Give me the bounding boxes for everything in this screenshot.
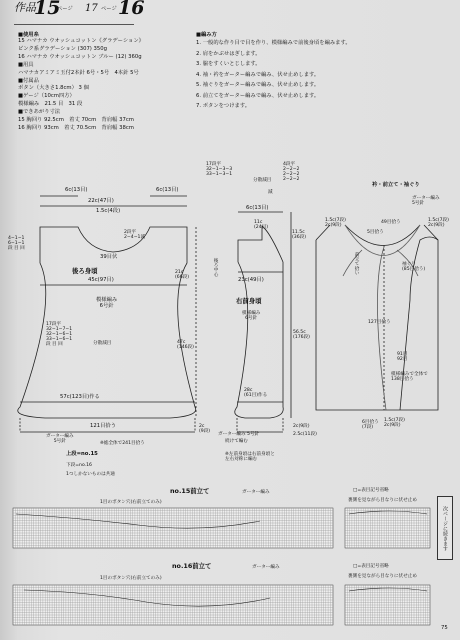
back-hem: 2c (9段) <box>199 424 211 435</box>
front-dec-top: 17段平 32−1−3−3 33−1−3−1 <box>206 162 233 178</box>
front-neck-mark: 減 <box>268 190 273 195</box>
back-cast: 121目拾う <box>90 423 117 429</box>
band-16-buttonhole: 1目のボタン穴(右前立てのみ) <box>100 576 162 581</box>
back-total: ※総全体で241目拾う <box>100 441 145 446</box>
front-bust: 23c(49目) <box>238 277 264 283</box>
collar-front-pick: 前立て拾い <box>354 252 360 275</box>
collar-side-pick: 5目拾う <box>367 230 384 235</box>
materials-line: ■ゲージ（10cm四方） <box>18 93 75 100</box>
method-step: 5. 袖ぐりをガーター編みで編み、伏せ止めします。 <box>196 82 320 88</box>
collar-bottom-right: 1.5c(7段) 2c(9段) <box>384 418 405 429</box>
collar-left-size: 1.5c(7段) 2c(9段) <box>325 218 346 229</box>
materials-line: 15 胸回り 92.5cm 着丈 70cm 背肩幅 37cm <box>18 117 134 124</box>
materials-line: ■用具 <box>18 61 34 68</box>
band-15-title: no.15前立て <box>170 487 210 495</box>
band-16-garter: ガーター編み <box>252 565 280 570</box>
front-note: ※左前身頃は右前身頃と 左右対称に編む <box>225 452 275 463</box>
materials-line: ■できあがり寸法 <box>18 109 61 116</box>
materials-line: 16 ハマナカ ウオッシュコットン ブルー (12) 360g <box>18 53 142 60</box>
back-armhole-dec: 4−1−1 6−1−1 段 目 回 <box>8 236 25 252</box>
back-neck-dec: 2段平 2−4−1減 <box>124 230 146 241</box>
band-15-legend: □=表目記号省略 <box>353 488 389 493</box>
materials-line: 16 胸回り 93cm 着丈 70.5cm 背肩幅 38cm <box>18 124 134 131</box>
back-height-1: 21c (66段) <box>175 270 190 281</box>
front-height-1: 11.5c (36段) <box>292 230 307 241</box>
page-number: 75 <box>441 625 448 631</box>
collar-pick-138: 模様編みで全体で 138目拾う <box>391 372 428 383</box>
collar-neck-pick: 49目拾う <box>381 220 401 225</box>
band-16-cast: 裏側を見ながら目なりに伏せ止め <box>348 574 417 579</box>
collar-pick-91: 91目 92目 <box>397 352 408 363</box>
back-pattern: 模様編み 6号針 <box>96 297 118 309</box>
front-ref: 続けて編む <box>225 439 248 444</box>
front-mid-width: 11c (24目) <box>254 220 269 231</box>
method-step: 3. 脇をすくいとじします。 <box>196 61 261 67</box>
back-side-width-right: 6c(13目) <box>156 187 179 193</box>
collar-title: 衿・前立て・袖ぐり <box>372 182 420 188</box>
method-title: ■編み方 <box>196 32 217 38</box>
materials-line: 模様編み 21.5 目 31 段 <box>18 101 83 108</box>
materials-title: ■使用糸 <box>18 32 39 38</box>
note-16: 下段=no.16 <box>66 463 92 468</box>
method-step: 4. 袖・衿をガーター編みで編み、伏せ止めします。 <box>196 71 320 78</box>
front-top-width: 6c(13目) <box>246 205 269 211</box>
back-center: 後ろ中心 <box>213 258 219 277</box>
back-neck-width: 1.5c(4段) <box>96 208 121 214</box>
back-width: 45c(97目) <box>88 277 114 283</box>
materials-line: ボタン（大きさ1.8cm） 3 個 <box>18 85 89 92</box>
materials-line: ■付属品 <box>18 77 39 84</box>
back-dec-label: 分散減目 <box>93 341 112 346</box>
back-height-2: 47c (146段) <box>177 340 194 351</box>
front-hem: 2c(9段) <box>293 424 310 429</box>
method-step: 2. 肩をかぶせはぎします。 <box>196 50 261 57</box>
note-15: 上段=no.15 <box>66 451 98 457</box>
collar-right-size: 1.5c(7段) 2c(9段) <box>428 218 449 229</box>
collar-garter: ガーター編み 5号針 <box>412 196 440 207</box>
front-dec-label: 分散減目 <box>253 178 272 183</box>
back-bottom-width: 57c(123目)作る <box>60 394 100 400</box>
header-num-16: 16 <box>118 0 145 19</box>
header-num-17: 17 <box>85 3 98 14</box>
next-page-tab: 次ページに続きます <box>437 496 453 560</box>
front-pattern: 模様編み 6号針 <box>242 311 261 322</box>
collar-sleeve-pick: 袖ぐり (85目拾う) <box>402 262 426 273</box>
back-title: 後ろ身頃 <box>72 267 98 275</box>
method-step: 7. ボタンをつけます。 <box>196 103 250 109</box>
band-16-title: no.16前立て <box>172 562 212 570</box>
method-step: 6. 前立てをガーター編みで編み、伏せ止めします。 <box>196 92 320 99</box>
front-shoulder: 4段平 2−2−2 2−2−2 2−2−2 <box>283 162 300 183</box>
band-15-buttonhole: 1目のボタン穴(右前立てのみ) <box>100 500 162 505</box>
band-15-cast: 裏側を見ながら目なりに伏せ止め <box>348 498 417 503</box>
collar-bottom-left: 6目拾う (7段) <box>362 420 379 431</box>
header-num-15: 15 <box>34 0 61 19</box>
back-body-dec: 17段平 32−1−7−1 32−1−6−1 33−1−6−1 段 目 回 <box>46 322 73 348</box>
method-step: 1. 一般的な作り目で目を作り、模様編みで前後身頃を編みます。 <box>196 40 351 46</box>
header-page-word-1: ページ <box>57 6 73 12</box>
header-label: 作品 <box>14 1 36 14</box>
note-common: 1つしかないものは共通 <box>66 472 115 477</box>
materials-line: ピンク系グラデーション (307) 350g <box>18 45 108 52</box>
back-neck-cast: 39目伏 <box>100 254 118 260</box>
header-page-word-2: ページ <box>101 6 117 12</box>
back-garter: ガーター編み 5号針 <box>46 434 74 445</box>
band-16-legend: □=表目記号省略 <box>353 564 389 569</box>
back-top-width: 22c(47目) <box>88 198 114 204</box>
front-height-2: 56.5c (176段) <box>293 330 310 341</box>
front-hem-width: 28c (61目)作る <box>244 388 268 399</box>
materials-line: 15 ハマナカ ウオッシュコットン《グラデーション》 <box>18 38 144 44</box>
collar-pick-127: 127目拾う <box>368 320 391 325</box>
band-15-garter: ガーター編み <box>242 490 270 495</box>
front-hem-2: 2.5c(11段) <box>293 432 317 437</box>
back-side-width-left: 6c(13目) <box>65 187 88 193</box>
front-picks: ガーター編み 5号針 <box>218 432 260 437</box>
front-title: 右前身頃 <box>236 297 262 305</box>
materials-line: ハマナカアミアミ玉付2本針 6号・5号 4本針 5号 <box>18 69 139 76</box>
